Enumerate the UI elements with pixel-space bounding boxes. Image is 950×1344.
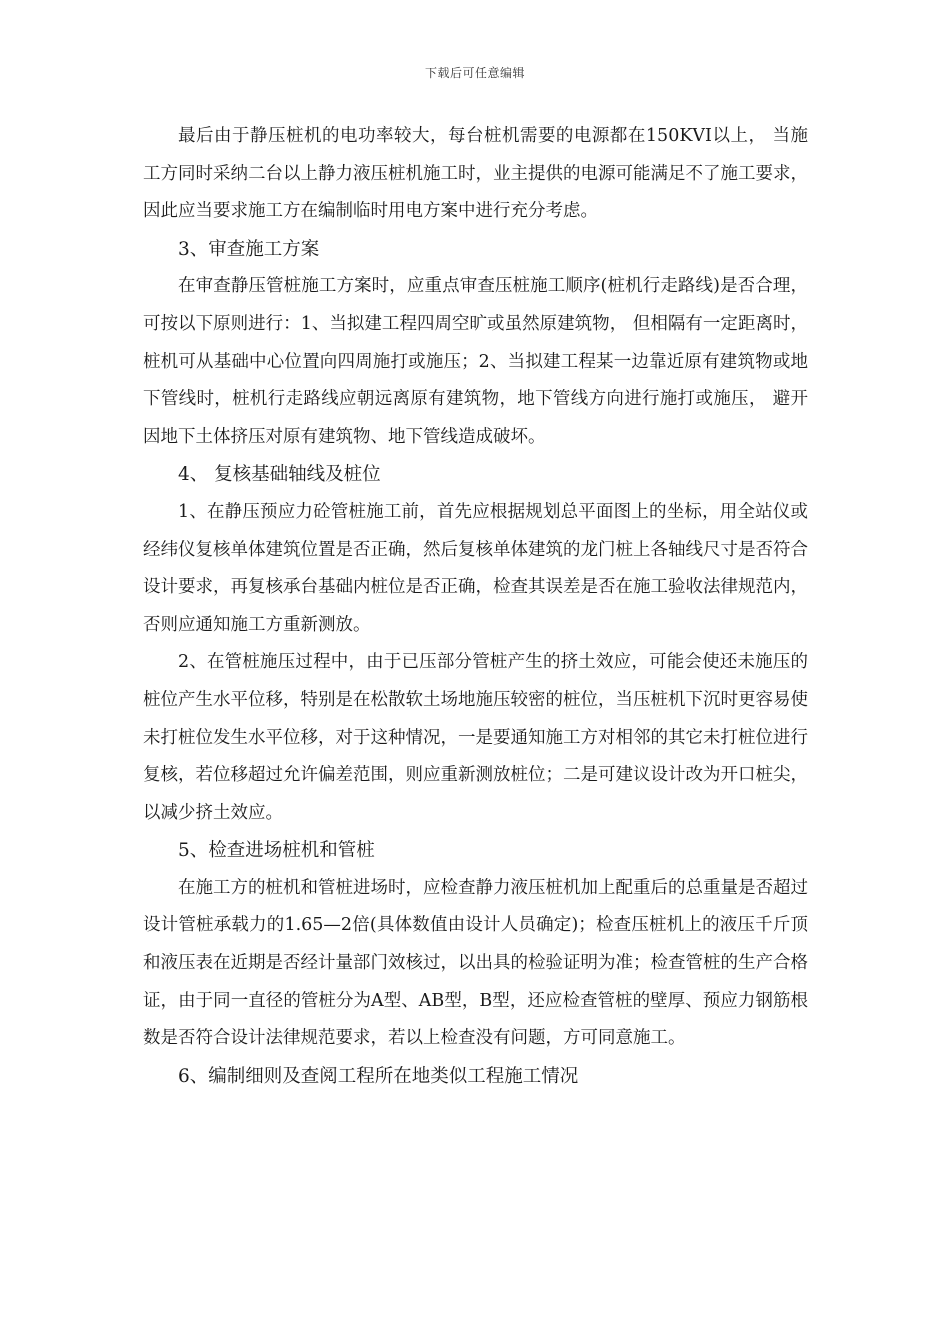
section-heading-5: 5、检查进场桩机和管桩	[178, 840, 375, 862]
document-body	[143, 118, 808, 1095]
section-heading-4: 4、 复核基础轴线及桩位	[178, 464, 381, 486]
page-header: 下载后可任意编辑	[424, 66, 525, 80]
paragraph-axis-check-1: 1、在静压预应力砼管桩施工前，首先应根据规划总平面图上的坐标，用全站仪或经纬仪复核单体建筑位置是否正确，然后复核单体建筑的龙门桩上各轴线尺寸是否符合设计要求，再复核承台基础内桩位是否正确，检查其误差是否在施工验收法律规范内，否则应通知施工方重新测放。	[143, 501, 808, 635]
paragraph-power-supply: 最后由于静压桩机的电功率较大，每台桩机需要的电源都在150KVI以上， 当施工方同时采纳二台以上静力液压桩机施工时，业主提供的电源可能满足不了施工要求， 因此应当要求施工方在编制临时用电方案中进行充分考虑。	[143, 126, 808, 222]
paragraph-construction-plan: 在审查静压管桩施工方案时，应重点审查压桩施工顺序(桩机行走路线)是否合理，可按以下原则进行：1、当拟建工程四周空旷或虽然原建筑物， 但相隔有一定距离时，桩机可从基础中心位置向四周施打或施压；2、当拟建工程某一边靠近原有建筑物或地下管线时，桩机行走路线应朝远离原有建筑物，地下管线方向进行施打或施压， 避开因地下土体挤压对原有建筑物、地下管线造成破坏。	[143, 276, 808, 447]
section-heading-3: 3、审查施工方案	[178, 238, 320, 260]
section-heading-6: 6、编制细则及查阅工程所在地类似工程施工情况	[178, 1065, 579, 1087]
paragraph-equipment-check: 在施工方的桩机和管桩进场时，应检查静力液压桩机加上配重后的总重量是否超过设计管桩承载力的1.65—2倍(具体数值由设计人员确定)；检查压桩机上的液压千斤顶和液压表在近期是否经计量部门效核过，以出具的检验证明为准；检查管桩的生产合格证，由于同一直径的管桩分为A型、AB型，B型，还应检查管桩的壁厚、预应力钢筋根数是否符合设计法律规范要求，若以上检查没有问题，方可同意施工。	[143, 877, 808, 1049]
paragraph-axis-check-2: 2、在管桩施压过程中，由于已压部分管桩产生的挤土效应，可能会使还未施压的桩位产生水平位移，特别是在松散软土场地施压较密的桩位，当压桩机下沉时更容易使未打桩位发生水平位移，对于这种情况，一是要通知施工方对相邻的其它未打桩位进行复核，若位移超过允许偏差范围，则应重新测放桩位；二是可建议设计改为开口桩尖，以减少挤土效应。	[143, 652, 808, 823]
